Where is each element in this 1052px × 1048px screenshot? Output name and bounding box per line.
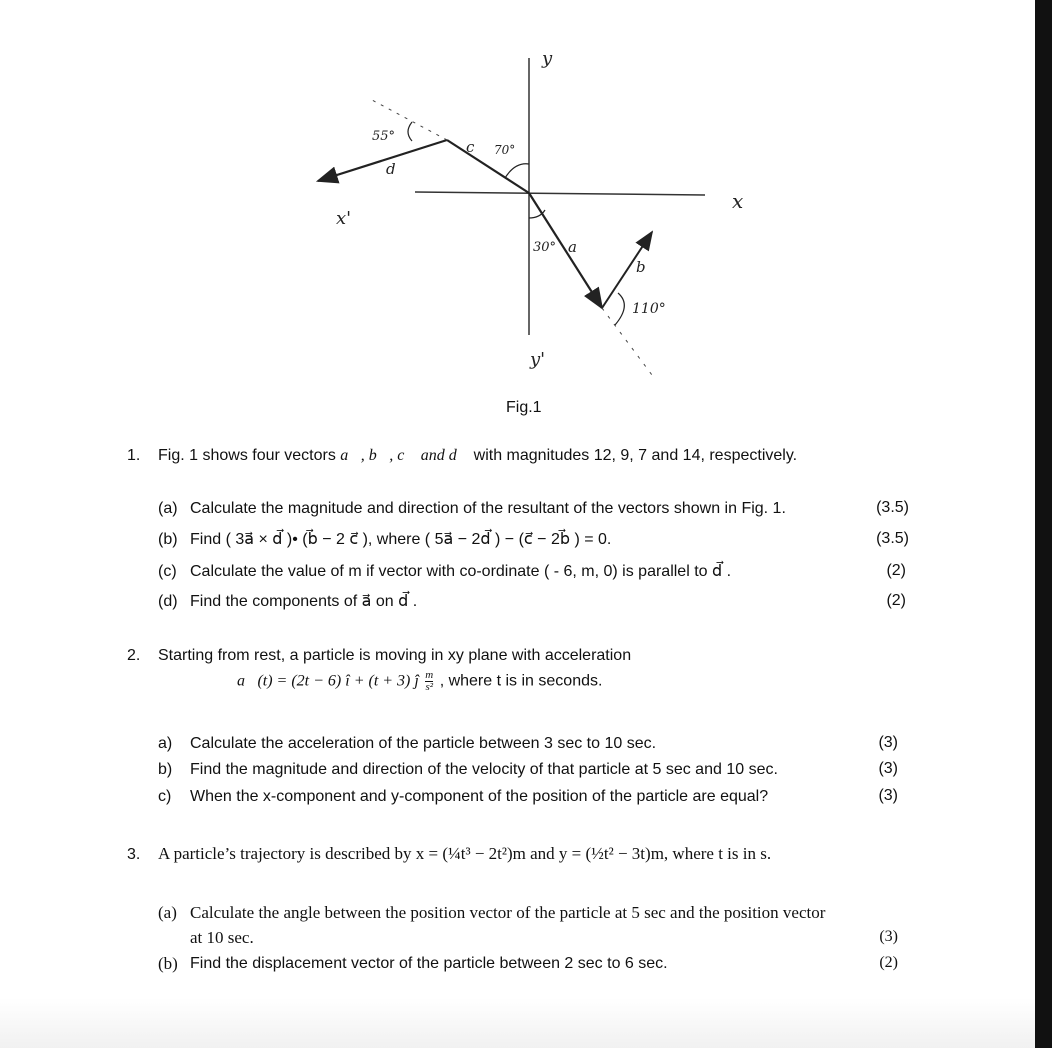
q3-part-b-text: Find the displacement vector of the particle between 2 sec to 6 sec.	[190, 955, 668, 972]
label-vec-a: a	[568, 238, 577, 256]
page-edge	[1035, 0, 1052, 1048]
q1-part-a-marks: (3.5)	[876, 499, 909, 516]
q1-stem-vectors: a⃗, b⃗, c⃗ and d⃗	[340, 447, 470, 464]
label-vec-c: c	[466, 138, 475, 156]
q1-part-c-marks: (2)	[886, 562, 906, 579]
q1-number: 1.	[127, 447, 141, 464]
q2-equation-main: a⃗(t) = (2t − 6) î + (t + 3) ĵ	[237, 672, 419, 690]
q2-unit-fraction	[425, 670, 433, 693]
q2-equation-post: , where t is in seconds.	[439, 672, 603, 690]
q2-part-b-marks: (3)	[878, 760, 898, 777]
figure-caption: Fig.1	[506, 399, 542, 416]
label-x: x	[732, 189, 744, 213]
q2-stem: Starting from rest, a particle is moving in xy plane with acceleration	[158, 647, 632, 664]
arc-70	[505, 164, 529, 178]
q1-part-d-text: Find the components of a⃗ on d⃗ .	[190, 593, 418, 610]
q2-unit-num: m	[425, 669, 434, 681]
q2-part-b-label: b)	[158, 761, 173, 778]
q2-part-c-marks: (3)	[878, 787, 898, 804]
q1-part-b-label: (b)	[158, 531, 178, 548]
arc-110	[615, 293, 624, 325]
q2-part-c-text: When the x-component and y-component of the position of the particle are equal?	[190, 788, 769, 805]
q1-part-a-label: (a)	[158, 500, 178, 517]
q3-number: 3.	[127, 846, 141, 863]
q3-part-a-marks: (3)	[879, 928, 898, 945]
q2-part-a-marks: (3)	[878, 734, 898, 751]
q2-unit-den: s²	[425, 681, 434, 693]
angle-30: 30°	[533, 240, 557, 255]
q1-stem	[158, 446, 797, 466]
vector-figure	[300, 40, 780, 385]
vector-d	[318, 140, 447, 181]
q1-stem-pre: Fig. 1 shows four vectors	[158, 447, 336, 464]
q2-number: 2.	[127, 647, 141, 664]
q2-part-b-text: Find the magnitude and direction of the velocity of that particle at 5 sec and 10 sec.	[190, 761, 778, 778]
q2-part-a-label: a)	[158, 735, 173, 752]
q3-part-a-text: Calculate the angle between the position vector of the particle at 5 sec and the position vector	[190, 903, 826, 922]
q3-part-a-label: (a)	[158, 903, 177, 922]
q1-part-b-text: Find ( 3a⃗ × d⃗ )• (b⃗ − 2 c⃗ ), where ( 5a⃗ − 2d⃗ ) − (c⃗ − 2b⃗ ) = 0.	[190, 531, 612, 548]
q3-stem: A particle’s trajectory is described by x = (¼t³ − 2t²)m and y = (½t² − 3t)m, where t is in s.	[158, 844, 772, 863]
x-axis	[415, 192, 705, 195]
label-y-neg: y'	[530, 349, 546, 370]
q1-part-c-label: (c)	[158, 563, 177, 580]
q3-part-b-label: (b)	[158, 954, 178, 973]
angle-55: 55°	[372, 129, 396, 144]
angle-70: 70°	[494, 143, 516, 157]
angle-110: 110°	[632, 301, 666, 317]
dashed-line-a	[602, 308, 652, 375]
q3-part-b-marks: (2)	[879, 954, 898, 971]
q1-part-b-marks: (3.5)	[876, 530, 909, 547]
page-bottom-shadow	[0, 998, 1035, 1048]
q1-part-d-label: (d)	[158, 593, 178, 610]
label-vec-d: d	[386, 160, 396, 178]
arc-55	[408, 122, 412, 141]
q1-part-d-marks: (2)	[886, 592, 906, 609]
q1-part-c-text: Calculate the value of m if vector with co-ordinate ( - 6, m, 0) is parallel to d⃗ .	[190, 563, 732, 580]
q1-stem-post: with magnitudes 12, 9, 7 and 14, respectively.	[473, 447, 798, 464]
q2-part-a-text: Calculate the acceleration of the particle between 3 sec to 10 sec.	[190, 735, 657, 752]
label-y: y	[542, 48, 553, 69]
label-x-neg: x'	[336, 208, 352, 229]
q1-part-a-text: Calculate the magnitude and direction of the resultant of the vectors shown in Fig. 1.	[190, 500, 786, 517]
label-vec-b: b	[636, 258, 646, 276]
q3-part-a-text2: at 10 sec.	[190, 928, 254, 947]
q2-part-c-label: c)	[158, 788, 172, 805]
q2-equation	[237, 670, 602, 704]
